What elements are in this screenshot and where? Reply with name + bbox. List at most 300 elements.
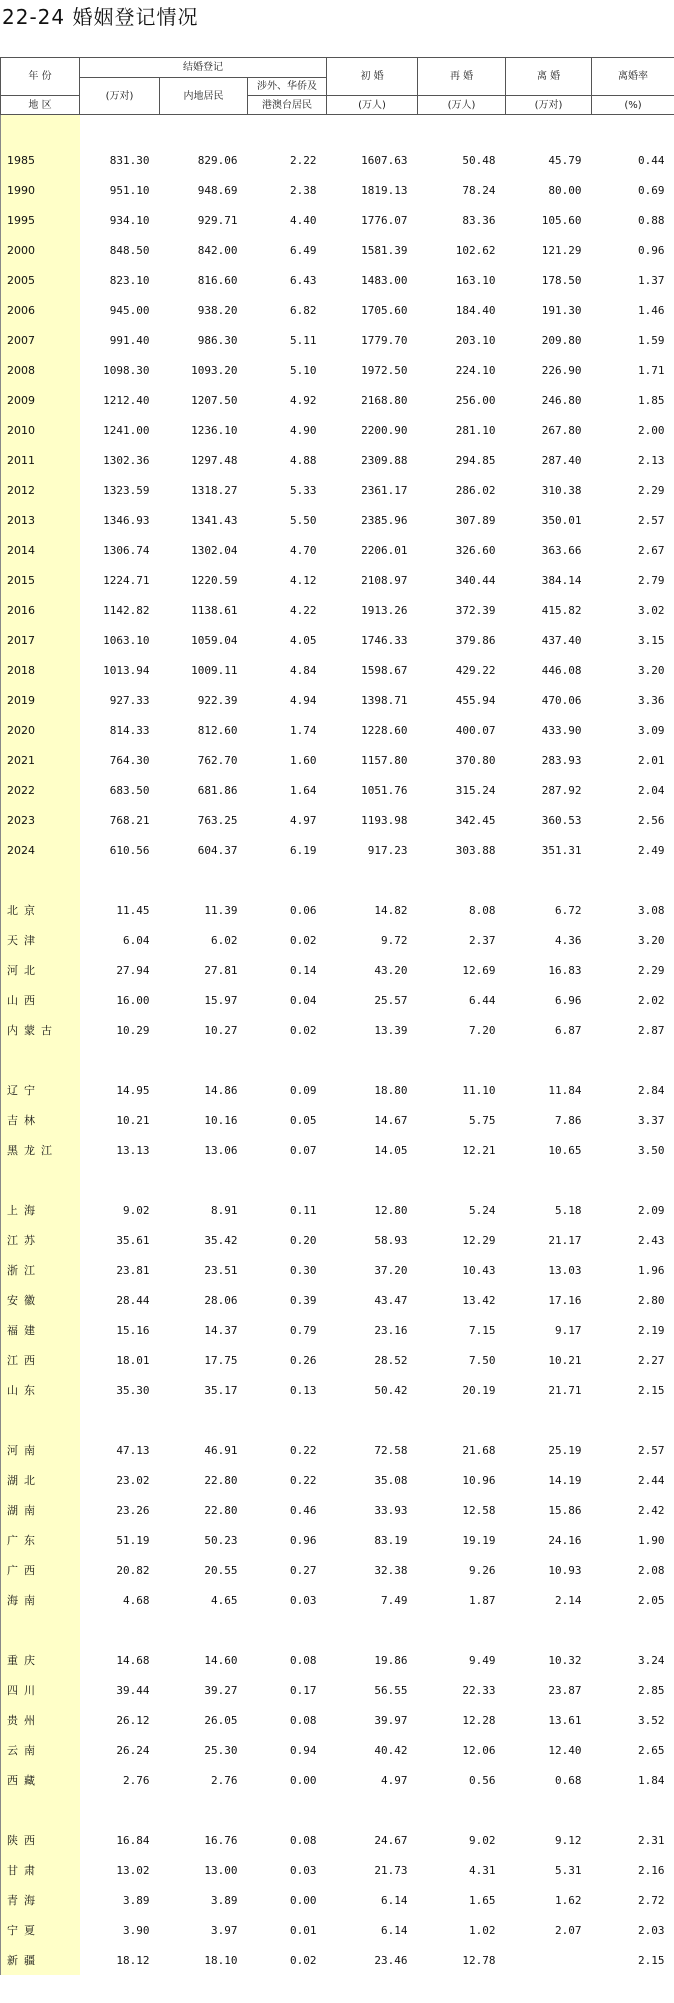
table-row-year	[1, 325, 674, 355]
table-cell: 0.02	[290, 1023, 317, 1037]
table-row-region	[1, 1015, 674, 1045]
table-cell: 2.08	[638, 1563, 665, 1577]
row-label: 浙江	[1, 1255, 80, 1285]
table-cell: 121.29	[541, 243, 582, 257]
table-row-year	[1, 385, 674, 415]
table-cell: 1746.33	[361, 633, 408, 647]
table-cell: 6.44	[469, 993, 496, 1007]
table-row-region	[1, 1885, 674, 1915]
row-label: 2006	[1, 295, 80, 325]
page-title: 22-24 婚姻登记情况	[2, 5, 199, 29]
table-cell: 10.21	[548, 1353, 582, 1367]
table-cell: 1236.10	[191, 423, 238, 437]
table-row-region	[1, 1705, 674, 1735]
table-cell: 4.97	[381, 1773, 408, 1787]
table-cell: 429.22	[455, 663, 496, 677]
spacer-cell	[327, 1795, 418, 1825]
table-cell: 19.19	[462, 1533, 496, 1547]
table-cell: 4.22	[290, 603, 317, 617]
row-label: 2023	[1, 805, 80, 835]
table-row-region	[1, 1225, 674, 1255]
row-label: 河南	[1, 1435, 80, 1465]
table-cell: 6.72	[555, 903, 582, 917]
table-cell: 1341.43	[191, 513, 238, 527]
table-cell: 25.30	[204, 1743, 238, 1757]
spacer-cell	[80, 1405, 160, 1435]
row-label: 2010	[1, 415, 80, 445]
table-cell: 7.86	[555, 1113, 582, 1127]
row-label: 山东	[1, 1375, 80, 1405]
table-cell: 1098.30	[103, 363, 150, 377]
table-cell: 32.38	[374, 1563, 408, 1577]
table-cell: 14.82	[374, 903, 408, 917]
table-row-region	[1, 895, 674, 925]
table-cell: 6.14	[381, 1893, 408, 1907]
spacer-cell	[506, 1405, 592, 1435]
table-row-year	[1, 475, 674, 505]
table-cell: 2.84	[638, 1083, 665, 1097]
table-cell: 50.48	[462, 153, 496, 167]
table-cell	[506, 1945, 592, 1975]
spacer-cell	[1, 1405, 80, 1435]
table-cell: 2.38	[290, 183, 317, 197]
table-cell: 4.88	[290, 453, 317, 467]
table-cell: 0.14	[290, 963, 317, 977]
table-cell: 39.44	[116, 1683, 150, 1697]
table-row-region	[1, 1585, 674, 1615]
table-row-region	[1, 1915, 674, 1945]
table-cell: 1.84	[638, 1773, 665, 1787]
table-cell: 1.62	[555, 1893, 582, 1907]
header-year: 年 份	[1, 58, 80, 96]
table-cell: 1318.27	[191, 483, 238, 497]
table-cell: 10.27	[204, 1023, 238, 1037]
table-cell: 0.26	[290, 1353, 317, 1367]
row-label: 2009	[1, 385, 80, 415]
table-cell: 1059.04	[191, 633, 238, 647]
table-cell: 11.45	[116, 903, 150, 917]
table-cell: 1.71	[638, 363, 665, 377]
row-label: 2008	[1, 355, 80, 385]
table-cell: 3.97	[211, 1923, 238, 1937]
table-cell: 16.76	[204, 1833, 238, 1847]
header-marriage-registration: 结婚登记	[80, 58, 327, 78]
table-cell: 14.67	[374, 1113, 408, 1127]
row-label: 天津	[1, 925, 80, 955]
table-cell: 83.36	[462, 213, 496, 227]
table-cell: 2.03	[638, 1923, 665, 1937]
header-region: 地 区	[1, 96, 80, 115]
table-cell: 1.96	[638, 1263, 665, 1277]
table-cell: 14.37	[204, 1323, 238, 1337]
table-cell: 3.09	[638, 723, 665, 737]
table-row-region	[1, 925, 674, 955]
table-cell: 163.10	[455, 273, 496, 287]
spacer-cell	[160, 1165, 248, 1195]
table-cell: 294.85	[455, 453, 496, 467]
table-cell: 5.18	[555, 1203, 582, 1217]
table-cell: 33.93	[374, 1503, 408, 1517]
table-cell: 15.97	[204, 993, 238, 1007]
row-label: 福建	[1, 1315, 80, 1345]
marriage-registration-table	[0, 57, 674, 1975]
table-cell: 3.20	[638, 663, 665, 677]
table-cell: 17.16	[548, 1293, 582, 1307]
table-row-year	[1, 565, 674, 595]
table-cell: 2.67	[638, 543, 665, 557]
row-label: 2000	[1, 235, 80, 265]
table-body	[1, 115, 674, 1976]
table-cell: 0.79	[290, 1323, 317, 1337]
table-cell: 203.10	[455, 333, 496, 347]
table-cell: 12.28	[462, 1713, 496, 1727]
table-cell: 1063.10	[103, 633, 150, 647]
table-cell: 0.69	[638, 183, 665, 197]
table-cell: 11.84	[548, 1083, 582, 1097]
table-row-region	[1, 1315, 674, 1345]
table-cell: 17.75	[204, 1353, 238, 1367]
table-cell: 80.00	[548, 183, 582, 197]
table-cell: 303.88	[455, 843, 496, 857]
row-label: 2024	[1, 835, 80, 865]
spacer-cell	[160, 1405, 248, 1435]
table-cell: 363.66	[541, 543, 582, 557]
row-label: 辽宁	[1, 1075, 80, 1105]
table-cell: 47.13	[116, 1443, 150, 1457]
table-cell: 1.37	[638, 273, 665, 287]
table-cell: 0.22	[290, 1443, 317, 1457]
table-cell: 26.12	[116, 1713, 150, 1727]
header-foreign-2: 港澳台居民	[248, 96, 327, 115]
table-cell: 2.31	[638, 1833, 665, 1847]
table-cell: 400.07	[455, 723, 496, 737]
table-cell: 1009.11	[191, 663, 238, 677]
table-cell: 287.92	[541, 783, 582, 797]
row-label: 黑龙江	[1, 1135, 80, 1165]
spacer-cell	[592, 1405, 674, 1435]
table-cell: 8.08	[469, 903, 496, 917]
table-cell: 1.60	[290, 753, 317, 767]
row-label: 江西	[1, 1345, 80, 1375]
table-cell: 455.94	[455, 693, 496, 707]
table-row-region	[1, 1075, 674, 1105]
table-cell: 4.70	[290, 543, 317, 557]
table-cell: 1228.60	[361, 723, 408, 737]
table-cell: 1.64	[290, 783, 317, 797]
spacer-cell	[327, 1405, 418, 1435]
spacer-cell	[160, 865, 248, 895]
table-cell: 1297.48	[191, 453, 238, 467]
row-label: 2011	[1, 445, 80, 475]
table-cell: 27.94	[116, 963, 150, 977]
table-cell: 0.11	[290, 1203, 317, 1217]
table-cell: 10.21	[116, 1113, 150, 1127]
table-cell: 83.19	[374, 1533, 408, 1547]
row-label: 山西	[1, 985, 80, 1015]
table-row-region	[1, 1465, 674, 1495]
spacer-cell	[327, 865, 418, 895]
table-cell: 1157.80	[361, 753, 408, 767]
table-cell: 20.19	[462, 1383, 496, 1397]
row-label: 西藏	[1, 1765, 80, 1795]
spacer-cell	[248, 1795, 327, 1825]
table-cell: 14.19	[548, 1473, 582, 1487]
table-cell: 10.43	[462, 1263, 496, 1277]
spacer-cell	[506, 1795, 592, 1825]
row-label: 北京	[1, 895, 80, 925]
table-cell: 0.96	[638, 243, 665, 257]
table-cell: 2.16	[638, 1863, 665, 1877]
table-cell: 20.82	[116, 1563, 150, 1577]
row-label: 云南	[1, 1735, 80, 1765]
table-row-region	[1, 955, 674, 985]
table-cell: 287.40	[541, 453, 582, 467]
spacer-cell	[80, 1615, 160, 1645]
table-cell: 3.20	[638, 933, 665, 947]
table-cell: 2.57	[638, 1443, 665, 1457]
table-cell: 415.82	[541, 603, 582, 617]
table-cell: 11.39	[204, 903, 238, 917]
table-cell: 1138.61	[191, 603, 238, 617]
table-cell: 7.50	[469, 1353, 496, 1367]
table-cell: 0.44	[638, 153, 665, 167]
table-cell: 9.49	[469, 1653, 496, 1667]
table-cell: 681.86	[197, 783, 238, 797]
table-cell: 1.46	[638, 303, 665, 317]
spacer-cell	[418, 1045, 506, 1075]
table-cell: 3.50	[638, 1143, 665, 1157]
row-label: 河北	[1, 955, 80, 985]
table-cell: 8.91	[211, 1203, 238, 1217]
table-cell: 1483.00	[361, 273, 408, 287]
table-cell: 2.42	[638, 1503, 665, 1517]
table-cell: 12.80	[374, 1203, 408, 1217]
table-cell: 1207.50	[191, 393, 238, 407]
table-cell: 829.06	[197, 153, 238, 167]
spacer-cell	[506, 865, 592, 895]
spacer-cell	[418, 1615, 506, 1645]
table-row-region	[1, 1735, 674, 1765]
table-row-region	[1, 1645, 674, 1675]
table-cell: 0.08	[290, 1653, 317, 1667]
table-row-region	[1, 1375, 674, 1405]
table-cell: 1302.04	[191, 543, 238, 557]
spacer-row	[1, 1615, 674, 1645]
table-cell: 0.96	[290, 1533, 317, 1547]
table-cell: 6.43	[290, 273, 317, 287]
table-cell: 0.13	[290, 1383, 317, 1397]
table-cell: 3.24	[638, 1653, 665, 1667]
row-label: 广西	[1, 1555, 80, 1585]
table-cell: 78.24	[462, 183, 496, 197]
row-label: 2007	[1, 325, 80, 355]
table-cell: 0.46	[290, 1503, 317, 1517]
spacer-cell	[160, 1045, 248, 1075]
header-foreign: 涉外、华侨及	[248, 78, 327, 96]
table-cell: 2.22	[290, 153, 317, 167]
row-label: 2021	[1, 745, 80, 775]
table-cell: 762.70	[197, 753, 238, 767]
spacer-cell	[1, 1045, 80, 1075]
table-cell: 5.75	[469, 1113, 496, 1127]
table-cell: 1.02	[469, 1923, 496, 1937]
table-cell: 23.46	[374, 1953, 408, 1967]
table-cell: 0.22	[290, 1473, 317, 1487]
table-cell: 6.02	[211, 933, 238, 947]
table-cell: 4.65	[211, 1593, 238, 1607]
table-row-year	[1, 415, 674, 445]
row-label: 1995	[1, 205, 80, 235]
table-cell: 10.32	[548, 1653, 582, 1667]
header-divorce-rate-unit: (%)	[592, 96, 674, 115]
table-cell: 5.11	[290, 333, 317, 347]
table-cell: 2.65	[638, 1743, 665, 1757]
spacer-cell	[327, 1045, 418, 1075]
table-cell: 2200.90	[361, 423, 408, 437]
table-cell: 1913.26	[361, 603, 408, 617]
table-cell: 2.56	[638, 813, 665, 827]
table-cell: 23.87	[548, 1683, 582, 1697]
table-cell: 2.15	[638, 1383, 665, 1397]
table-cell: 4.36	[555, 933, 582, 947]
table-cell: 1306.74	[103, 543, 150, 557]
table-cell: 12.58	[462, 1503, 496, 1517]
spacer-cell	[80, 1045, 160, 1075]
table-cell: 0.30	[290, 1263, 317, 1277]
header-divorce-rate: 离婚率	[592, 58, 674, 96]
table-cell: 0.56	[469, 1773, 496, 1787]
table-row-region	[1, 1495, 674, 1525]
table-row-year	[1, 265, 674, 295]
row-label: 湖北	[1, 1465, 80, 1495]
table-cell: 2.72	[638, 1893, 665, 1907]
table-row-year	[1, 145, 674, 175]
table-cell: 23.81	[116, 1263, 150, 1277]
table-cell: 370.80	[455, 753, 496, 767]
table-cell: 105.60	[541, 213, 582, 227]
row-label: 青海	[1, 1885, 80, 1915]
spacer-cell	[248, 865, 327, 895]
spacer-cell	[248, 1165, 327, 1195]
table-cell: 2.15	[638, 1953, 665, 1967]
table-cell: 360.53	[541, 813, 582, 827]
header-divorce-unit: (万对)	[506, 96, 592, 115]
row-label: 安徽	[1, 1285, 80, 1315]
row-label: 内蒙古	[1, 1015, 80, 1045]
table-cell: 6.96	[555, 993, 582, 1007]
table-cell: 28.52	[374, 1353, 408, 1367]
table-cell: 102.62	[455, 243, 496, 257]
spacer-cell	[80, 1165, 160, 1195]
table-cell: 446.08	[541, 663, 582, 677]
table-cell: 1776.07	[361, 213, 408, 227]
table-cell: 0.05	[290, 1113, 317, 1127]
row-label: 2014	[1, 535, 80, 565]
row-label: 2013	[1, 505, 80, 535]
table-cell: 991.40	[109, 333, 150, 347]
table-cell: 0.00	[290, 1773, 317, 1787]
table-cell: 1.90	[638, 1533, 665, 1547]
table-row-year	[1, 835, 674, 865]
row-label: 海南	[1, 1585, 80, 1615]
table-cell: 610.56	[109, 843, 150, 857]
table-row-region	[1, 1765, 674, 1795]
table-cell: 12.78	[462, 1953, 496, 1967]
table-cell: 945.00	[109, 303, 150, 317]
table-row-region	[1, 1345, 674, 1375]
row-label: 2018	[1, 655, 80, 685]
table-header	[1, 58, 674, 115]
spacer-row	[1, 1045, 674, 1075]
table-cell: 0.68	[555, 1773, 582, 1787]
table-cell: 9.26	[469, 1563, 496, 1577]
table-cell: 1819.13	[361, 183, 408, 197]
table-cell: 12.69	[462, 963, 496, 977]
table-cell: 831.30	[109, 153, 150, 167]
table-cell: 3.08	[638, 903, 665, 917]
table-cell: 283.93	[541, 753, 582, 767]
table-cell: 5.33	[290, 483, 317, 497]
table-cell: 9.02	[469, 1833, 496, 1847]
table-cell: 4.12	[290, 573, 317, 587]
table-cell: 1598.67	[361, 663, 408, 677]
table-cell: 1705.60	[361, 303, 408, 317]
table-cell: 6.49	[290, 243, 317, 257]
spacer-cell	[1, 1615, 80, 1645]
table-cell: 23.51	[204, 1263, 238, 1277]
table-cell: 184.40	[455, 303, 496, 317]
table-cell: 1051.76	[361, 783, 408, 797]
table-cell: 763.25	[197, 813, 238, 827]
table-cell: 1607.63	[361, 153, 408, 167]
header-mainland: 内地居民	[160, 78, 248, 115]
table-cell: 22.80	[204, 1503, 238, 1517]
table-cell: 2.76	[123, 1773, 150, 1787]
table-cell: 13.02	[116, 1863, 150, 1877]
spacer-cell	[592, 1615, 674, 1645]
table-cell: 1142.82	[103, 603, 150, 617]
table-row-region	[1, 985, 674, 1015]
table-cell: 764.30	[109, 753, 150, 767]
table-cell: 14.60	[204, 1653, 238, 1667]
table-cell: 2168.80	[361, 393, 408, 407]
table-cell: 14.05	[374, 1143, 408, 1157]
spacer-row	[1, 115, 674, 146]
table-cell: 35.42	[204, 1233, 238, 1247]
spacer-cell	[80, 1795, 160, 1825]
table-row-year	[1, 505, 674, 535]
row-label: 2005	[1, 265, 80, 295]
table-row-year	[1, 595, 674, 625]
table-cell: 2.13	[638, 453, 665, 467]
table-cell: 2.85	[638, 1683, 665, 1697]
table-cell: 23.02	[116, 1473, 150, 1487]
spacer-cell	[418, 865, 506, 895]
table-cell: 1212.40	[103, 393, 150, 407]
table-cell: 4.94	[290, 693, 317, 707]
table-cell: 1581.39	[361, 243, 408, 257]
table-cell: 2.57	[638, 513, 665, 527]
table-row-year	[1, 235, 674, 265]
spacer-cell	[1, 865, 80, 895]
row-label: 2012	[1, 475, 80, 505]
table-cell: 0.08	[290, 1833, 317, 1847]
table-row-year	[1, 805, 674, 835]
table-cell: 326.60	[455, 543, 496, 557]
table-cell: 1.59	[638, 333, 665, 347]
table-cell: 0.01	[290, 1923, 317, 1937]
table-cell: 209.80	[541, 333, 582, 347]
